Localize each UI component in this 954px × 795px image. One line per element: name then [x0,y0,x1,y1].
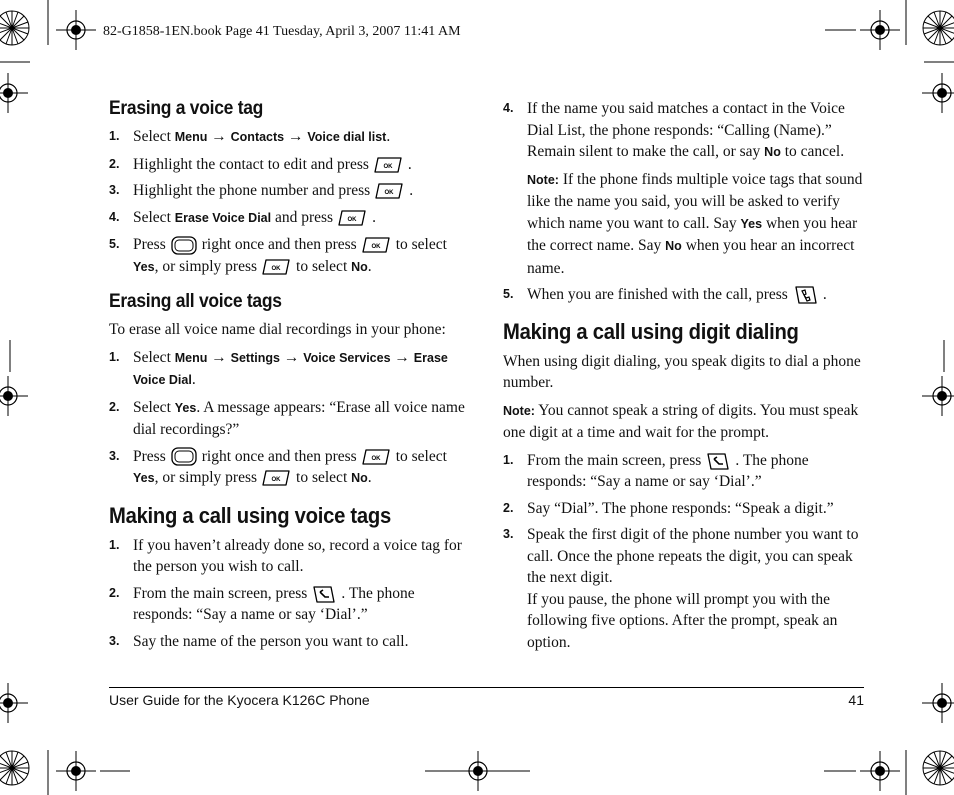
heading-erasing-voice-tag: Erasing a voice tag [109,98,264,119]
send-key-icon [312,584,336,604]
left-column [109,98,471,657]
list-item: 2. Highlight the contact to edit and press . [109,155,412,173]
page-number: 41 [848,692,864,708]
erase-all-intro: To erase all voice name dial recordings in your phone: [109,321,446,338]
list-item: 2. From the main screen, press . The phone responds: “Say a name or say ‘Dial’.” [109,584,415,623]
list-item: 4. Select Erase Voice Dial and press . [109,208,376,226]
digit-intro: When using digit dialing, you speak digits to dial a phone number. [503,352,861,391]
ok-key-icon [375,182,404,200]
navigation-key-icon [171,447,197,466]
list-item: 3. Speak the first digit of the phone number you want to call. Once the phone repeats the digit, you can speak the next digit. If you pause, the phone will prompt you with the following five options. After the prompt, speak an option. [503,526,859,651]
list-item: 5. Press right once and then press to select Yes, or simply press to select No. [109,236,447,275]
list-item: 5. When you are finished with the call, press . [503,284,865,306]
note-multiple-tags: Note: If the phone finds multiple voice tags that sound like the name you said, you will be asked to verify which name you want to call. Say Yes when you hear the correct name. Say No when you hear an incorrect name. [527,170,863,277]
navigation-key-icon [171,236,197,255]
ok-key-icon [362,236,391,254]
list-item: 3. Press right once and then press to select Yes, or simply press to select No. [109,447,447,486]
page-footer [109,687,864,708]
ok-key-icon [262,258,291,276]
list-item: 4. If the name you said matches a contact in the Voice Dial List, the phone responds: “Calling (Name).” Remain silent to make the call, or say No to cancel. [503,100,845,160]
note-single-digit: Note: You cannot speak a string of digits. You must speak one digit at a time and wait for the prompt. [503,401,859,441]
right-column [503,98,865,658]
list-item: 1. If you haven’t already done so, record a voice tag for the person you wish to call. [109,536,462,575]
list-item: 3. Highlight the phone number and press . [109,182,414,199]
ok-key-icon [338,209,367,227]
list-item: 1. Select Menu → Settings → Voice Services → Erase Voice Dial. [109,348,448,388]
list-item: 2. Select Yes. A message appears: “Erase all voice name dial recordings?” [109,398,465,438]
list-item: 1. Select Menu → Contacts → Voice dial list. [109,128,391,145]
print-header: 82-G1858-1EN.book Page 41 Tuesday, April 3, 2007 11:41 AM [103,24,461,39]
ok-key-icon [374,156,403,174]
list-item: 2. Say “Dial”. The phone responds: “Speak a digit.” [503,499,834,517]
heading-call-voice-tags: Making a call using voice tags [109,502,391,528]
end-key-icon [793,285,818,305]
list-item: 1. From the main screen, press . The phone responds: “Say a name or say ‘Dial’.” [503,451,809,490]
list-item: 3. Say the name of the person you want to call. [109,632,409,650]
send-key-icon [706,451,730,471]
footer-title: User Guide for the Kyocera K126C Phone [109,692,370,708]
heading-call-digit-dialing: Making a call using digit dialing [503,318,799,344]
heading-erasing-all-voice-tags: Erasing all voice tags [109,291,282,312]
ok-key-icon [262,469,291,487]
ok-key-icon [362,448,391,466]
